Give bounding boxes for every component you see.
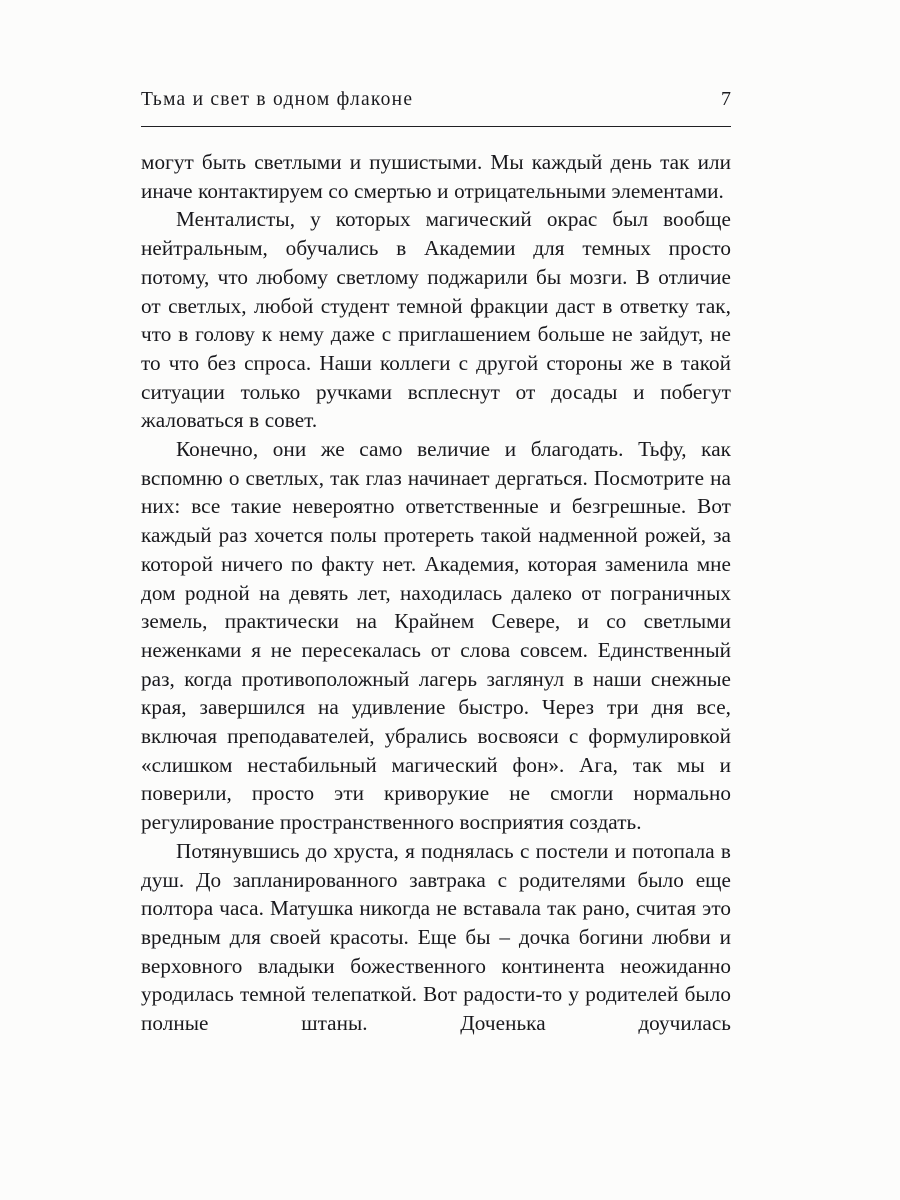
body-text-block xyxy=(141,148,731,1038)
running-head xyxy=(141,88,731,110)
paragraph: Конечно, они же само величие и благодать. Тьфу, как вспомню о светлых, так глаз начинает дергаться. Посмотрите на них: все такие невероятно ответственные и безгрешные. Вот каждый раз хочется полы протереть такой надменной рожей, за которой ничего по факту нет. Академия, которая заменила мне дом родной на девять лет, находилась далеко от пограничных земель, практически на Крайнем Севере, и со светлыми неженками я не пересекалась от слова совсем. Единственный раз, когда противоположный лагерь заглянул в наши снежные края, завершился на удивление быстро. Через три дня все, включая преподавателей, убрались восвояси с формулировкой «слишком нестабильный магический фон». Ага, так мы и поверили, просто эти криворукие не смогли нормально регулирование пространственного восприятия создать. xyxy=(141,437,731,835)
paragraph: Менталисты, у которых магический окрас был вообще нейтральным, обучались в Академии для темных просто потому, что любому светлому поджарили бы мозги. В отличие от светлых, любой студент темной фракции даст в ответку так, что в голову к нему даже с приглашением больше не зайдут, не то что без спроса. Наши коллеги с другой стороны же в такой ситуации только ручками всплеснут от досады и побегут жаловаться в совет. xyxy=(141,207,731,433)
header-rule xyxy=(141,126,731,127)
page-number: 7 xyxy=(721,88,731,110)
paragraph: Потянувшись до хруста, я поднялась с постели и потопала в душ. До запланированного завтрака с родителями было еще полтора часа. Матушка никогда не вставала так рано, считая это вредным для своей красоты. Еще бы – дочка богини любви и верховного владыки божественного континента неожиданно уродилась темной телепаткой. Вот радости-то у родителей было полные штаны. Доченька доучилась xyxy=(141,838,731,1036)
running-head-title: Тьма и свет в одном флаконе xyxy=(141,89,414,110)
paragraph: могут быть светлыми и пушистыми. Мы каждый день так или иначе контактируем со смертью и отрицательными элементами. xyxy=(141,150,731,203)
